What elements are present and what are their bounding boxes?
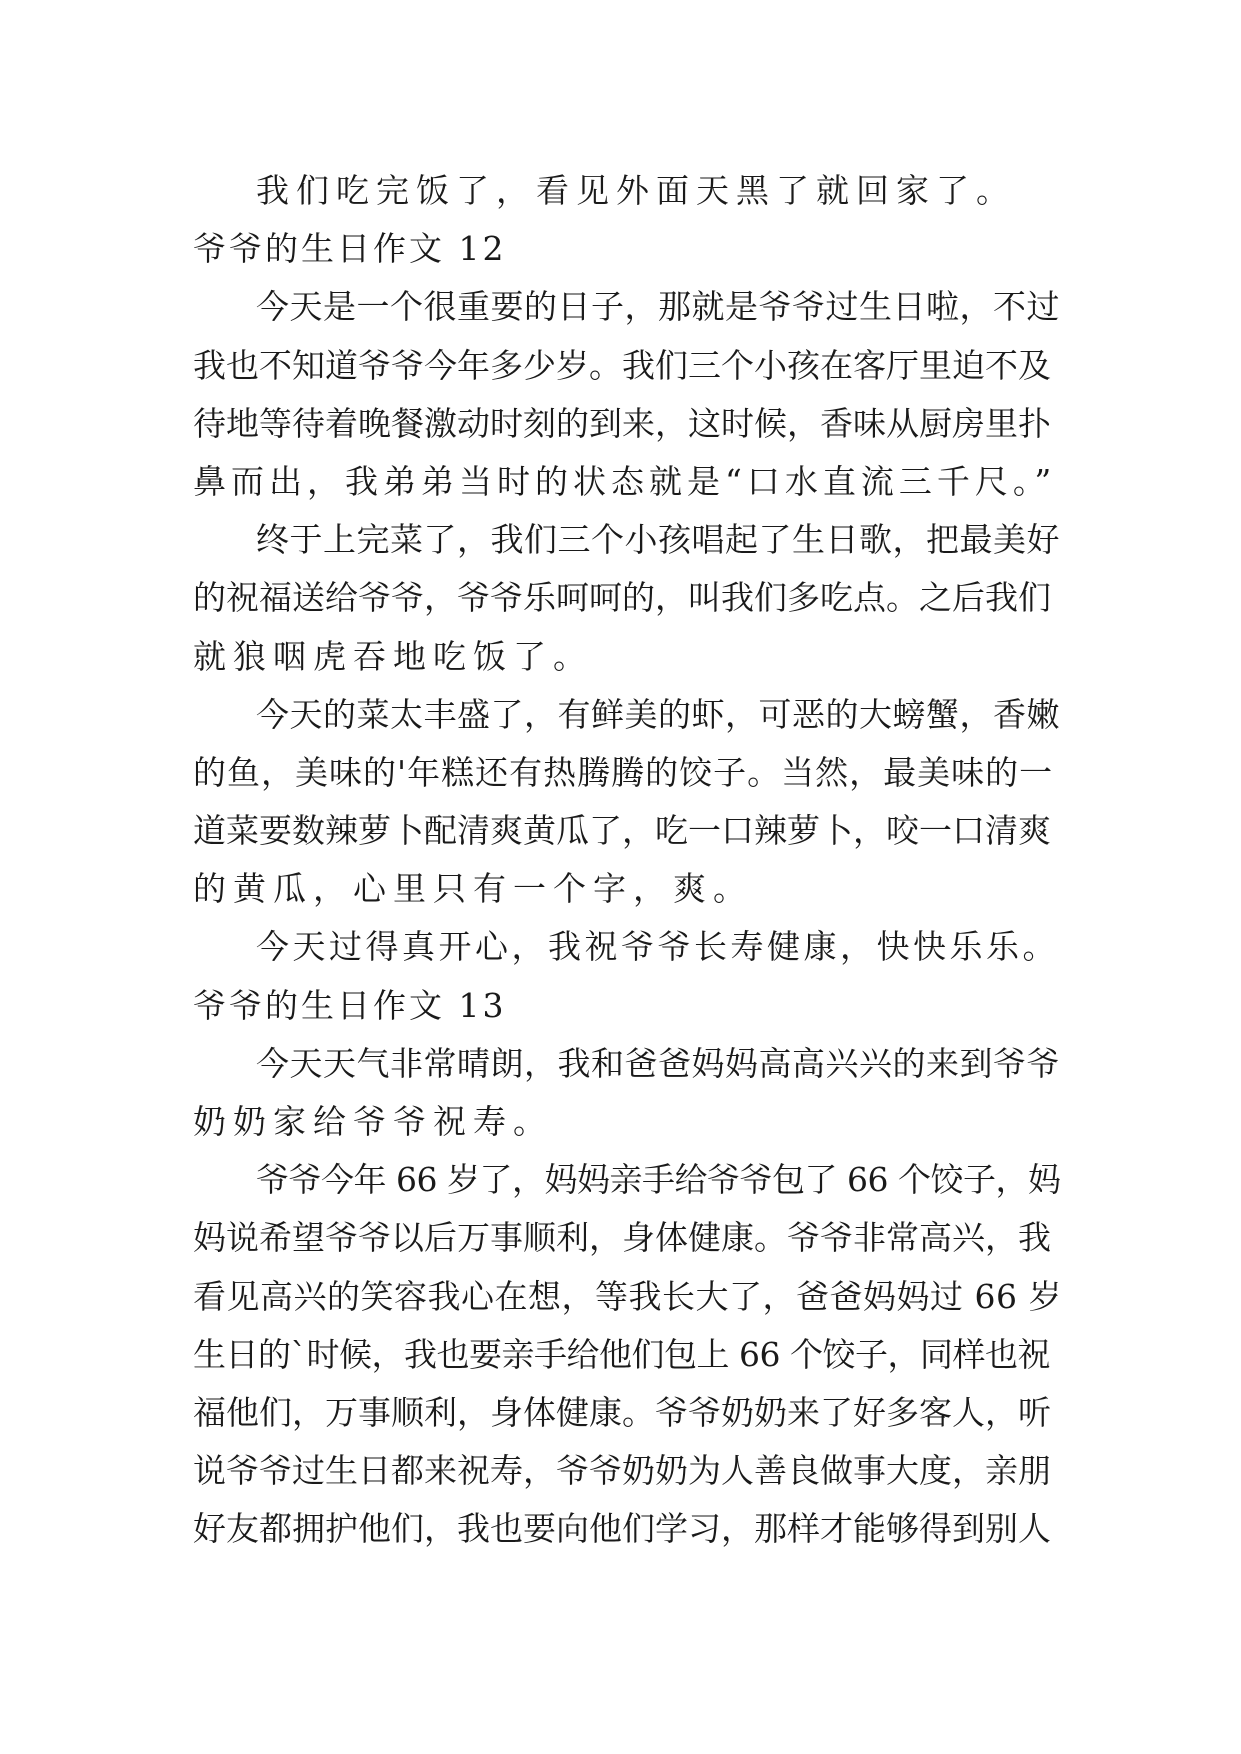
paragraph-line: 生日的`时候，我也要亲手给他们包上 66 个饺子，同样也祝 bbox=[193, 1334, 1050, 1374]
paragraph-line: 今天是一个很重要的日子，那就是爷爷过生日啦，不过 bbox=[256, 287, 1060, 327]
paragraph-line: 的鱼，美味的'年糕还有热腾腾的饺子。当然，最美味的一 bbox=[193, 752, 1054, 792]
paragraph-line: 妈说希望爷爷以后万事顺利，身体健康。爷爷非常高兴，我 bbox=[193, 1218, 1051, 1258]
paragraph-line: 福他们，万事顺利，身体健康。爷爷奶奶来了好多客人，听 bbox=[193, 1392, 1051, 1432]
paragraph-line: 我也不知道爷爷今年多少岁。我们三个小孩在客厅里迫不及 bbox=[193, 345, 1051, 385]
paragraph-line: 今天的菜太丰盛了，有鲜美的虾，可恶的大螃蟹，香嫩 bbox=[256, 694, 1060, 734]
paragraph-line: 终于上完菜了，我们三个小孩唱起了生日歌，把最美好 bbox=[256, 520, 1060, 560]
paragraph-line: 说爷爷过生日都来祝寿，爷爷奶奶为人善良做事大度，亲朋 bbox=[193, 1451, 1051, 1491]
paragraph-line: 的祝福送给爷爷，爷爷乐呵呵的，叫我们多吃点。之后我们 bbox=[193, 578, 1051, 618]
section-heading: 爷爷的生日作文 12 bbox=[193, 229, 507, 269]
section-heading: 爷爷的生日作文 13 bbox=[193, 985, 507, 1025]
paragraph-line: 今天过得真开心，我祝爷爷长寿健康，快快乐乐。 bbox=[256, 927, 1059, 967]
paragraph-line: 好友都拥护他们，我也要向他们学习，那样才能够得到别人 bbox=[193, 1509, 1051, 1549]
paragraph-line: 鼻而出，我弟弟当时的状态就是“口水直流三千尺。” bbox=[193, 461, 1057, 501]
document-body bbox=[193, 162, 1063, 1559]
paragraph-line: 奶奶家给爷爷祝寿。 bbox=[193, 1102, 553, 1141]
paragraph-line: 的黄瓜，心里只有一个字，爽。 bbox=[193, 869, 753, 909]
paragraph-line: 看见高兴的笑容我心在想，等我长大了，爸爸妈妈过 66 岁 bbox=[193, 1276, 1062, 1316]
paragraph-line: 待地等待着晚餐激动时刻的到来，这时候，香味从厨房里扑 bbox=[193, 403, 1051, 443]
paragraph-line: 道菜要数辣萝卜配清爽黄瓜了，吃一口辣萝卜，咬一口清爽 bbox=[193, 811, 1051, 851]
paragraph-line: 爷爷今年 66 岁了，妈妈亲手给爷爷包了 66 个饺子，妈 bbox=[256, 1160, 1061, 1200]
paragraph-line: 就狼咽虎吞地吃饭了。 bbox=[193, 636, 593, 676]
paragraph-line: 我们吃完饭了，看见外面天黑了就回家了。 bbox=[256, 171, 1016, 210]
paragraph-line: 今天天气非常晴朗，我和爸爸妈妈高高兴兴的来到爷爷 bbox=[256, 1043, 1060, 1083]
